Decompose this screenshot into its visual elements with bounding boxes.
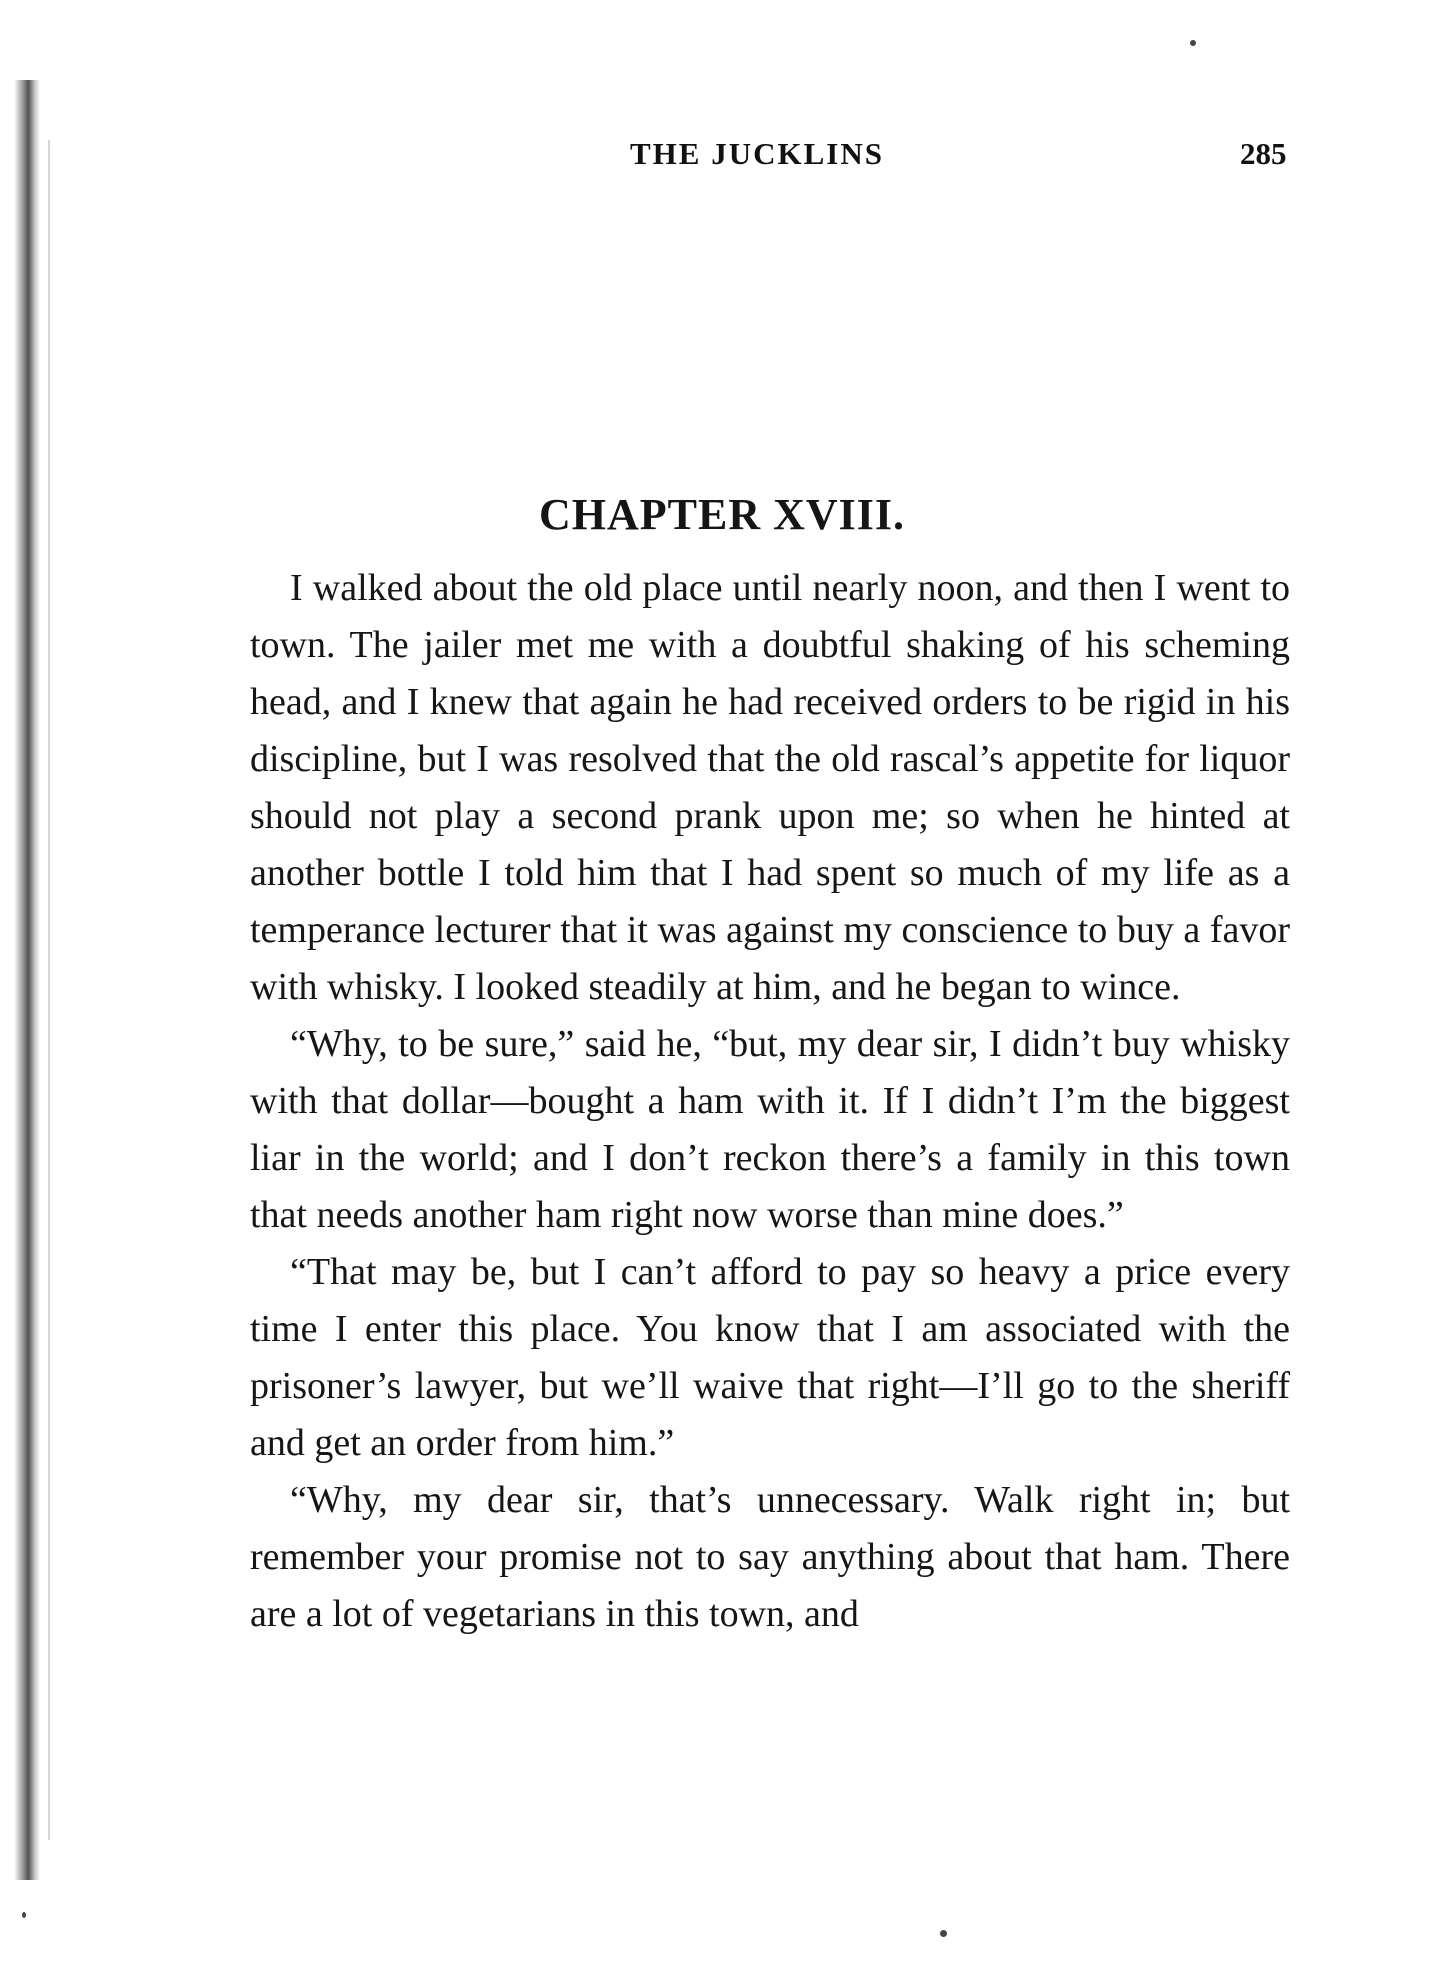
page-number: 285 [1240, 136, 1287, 171]
paragraph: I walked about the old place until nearly noon, and then I went to town. The jailer met me with a doubtful shaking of his scheming head, and I knew that again he had received orders to be rigid in his discipline, but I was resolved that the old rascal’s appetite for liquor should not play a second prank upon me; so when he hinted at another bottle I told him that I had spent so much of my life as a temperance lecturer that it was against my conscience to buy a favor with whisky. I looked steadily at him, and he began to wince. [250, 567, 1290, 1008]
body-text [250, 560, 1290, 1643]
chapter-heading: CHAPTER XVIII. [538, 490, 906, 540]
binding-line [48, 140, 50, 1840]
paragraph: “That may be, but I can’t afford to pay so heavy a price every time I enter this place. You know that I am associated with the prisoner’s lawyer, but we’ll waive that right—I’ll go to the sheriff and get an order from him.” [250, 1251, 1290, 1464]
running-head [0, 136, 1444, 176]
binding-shadow [14, 80, 40, 1880]
scan-speck [22, 1912, 26, 1918]
paragraph: “Why, to be sure,” said he, “but, my dear sir, I didn’t buy whisky with that dollar—bought a ham with it. If I didn’t I’m the biggest liar in the world; and I don’t reckon there’s a family in this town that needs another ham right now worse than mine does.” [250, 1023, 1290, 1236]
running-title: THE JUCKLINS [630, 136, 884, 171]
scan-speck [940, 1930, 947, 1937]
scan-speck [1190, 40, 1196, 46]
paragraph: “Why, my dear sir, that’s unnecessary. Walk right in; but remember your promise not to say anything about that ham. There are a lot of vegetarians in this town, and [250, 1479, 1290, 1635]
